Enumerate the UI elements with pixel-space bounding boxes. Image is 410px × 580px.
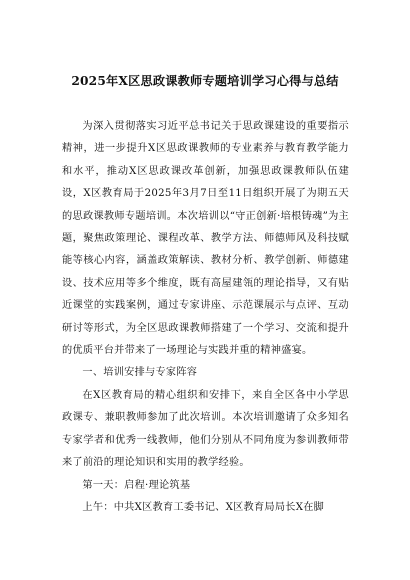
day-one-heading: 第一天：启程·理论筑基 xyxy=(82,479,191,491)
document-title: 2025年X区思政课教师专题培训学习心得与总结 xyxy=(71,74,339,88)
intro-paragraph: 为深入贯彻落实习近平总书记关于思政课建设的重要指示精神，进一步提升X区思政课教师的专业素养与教育教学能力和水平，推动X区思政课改革创新，加强思政课教师队伍建设，X区教育局于2025年3月7日至11日组织开展了为期五天的思政课教师专题培训。本次培训以“守正创新·培根铸魂”为主题，聚焦政策理论、课程改革、教学方法、师德师风及科技赋能等核心内容，涵盖政策解读、教材分析、教学创新、师德建设、技术应用等多个维度，既有高屋建瓴的理论指导，又有贴近课堂的实践案例，通过专家讲座、示范课展示与点评、互动研讨等形式，为全区思政课教师搭建了一个学习、交流和提升的优质平台并带来了一场理论与实践并重的精神盛宴。 xyxy=(62,121,349,357)
arrangement-paragraph: 在X区教育局的精心组织和安排下，来自全区各中小学思政课专、兼职教师参加了此次培训。本次培训邀请了众多知名专家学者和优秀一线教师，他们分别从不同角度为参训教师带来了前沿的理论知识和实用的教学经验。 xyxy=(62,389,349,469)
document-body xyxy=(62,116,349,519)
section-heading-training-arrangement: 一、培训安排与专家阵容 xyxy=(82,367,198,379)
day-one-morning-paragraph: 上午：中共X区教育工委书记、X区教育局局长X在脚 xyxy=(82,501,325,513)
